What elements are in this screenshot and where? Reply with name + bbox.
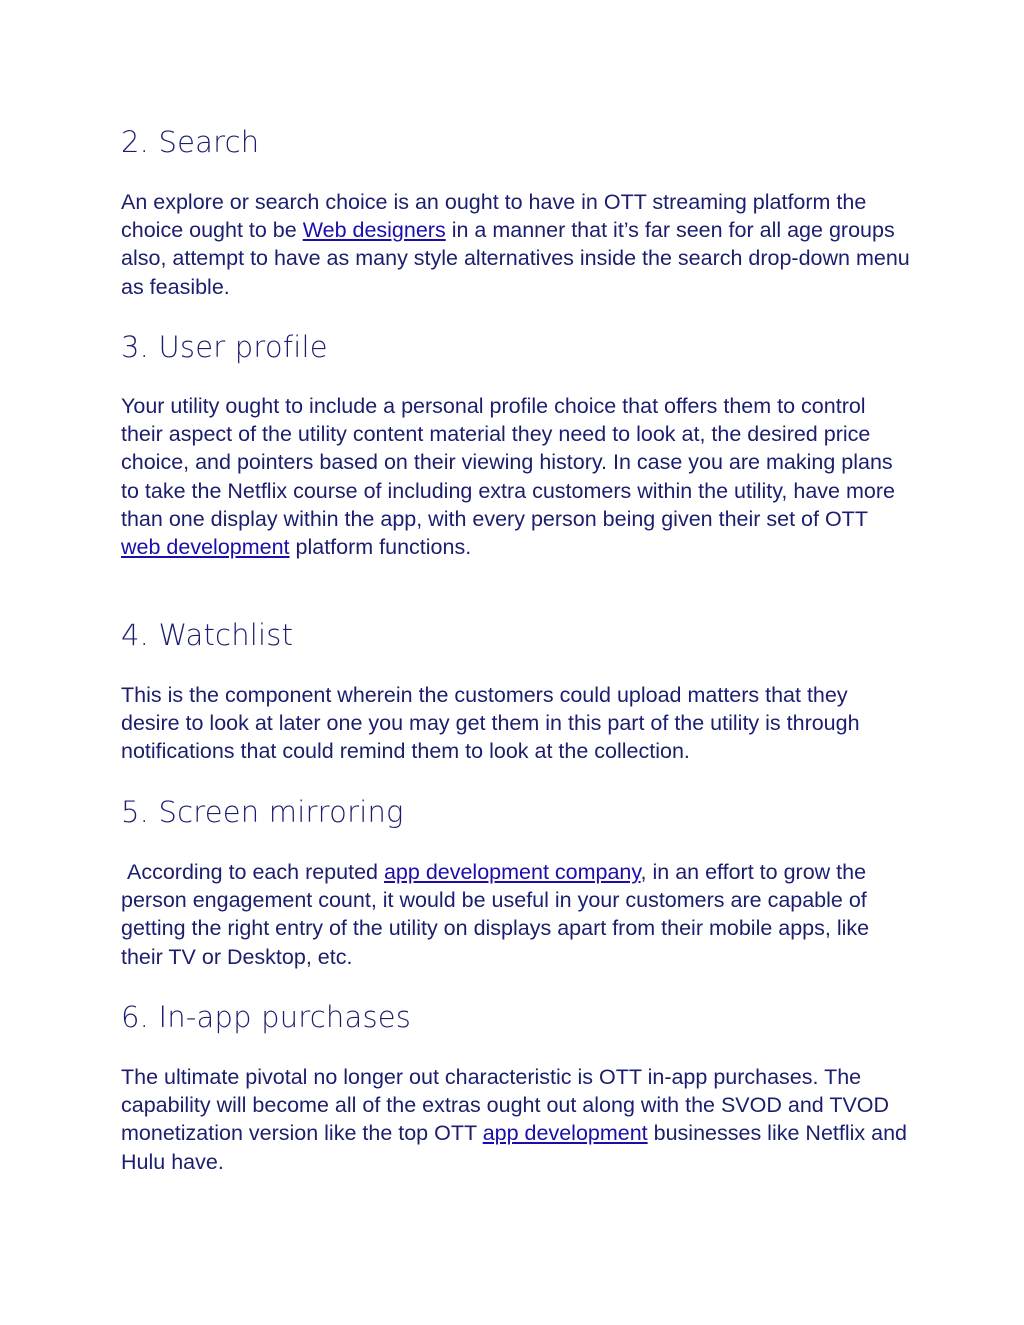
- paragraph-search: [121, 188, 911, 301]
- paragraph-text: Your utility ought to include a personal profile choice that offers them to control their aspect of the utility content material they need to look at, the desired price choice, and pointers based on their viewing history. In case you are making plans to take the Netflix course of including extra customers within the utility, have more than one display within the app, with every person being given their set of OTT: [121, 394, 895, 531]
- paragraph-text: platform functions.: [289, 535, 472, 560]
- heading-screen-mirroring: 5. Screen mirroring: [121, 795, 404, 829]
- web-designers-link[interactable]: Web designers: [302, 218, 446, 243]
- web-development-link[interactable]: web development: [121, 535, 290, 560]
- paragraph-text: businesses like Netflix and Hulu have.: [121, 1121, 907, 1174]
- paragraph-text: The ultimate pivotal no longer out characteristic is OTT in-app purchases. The capability will become all of the extras ought out along with the SVOD and TVOD monetization version like the top OTT: [121, 1065, 890, 1146]
- paragraph-text: , in an effort to grow the person engagement count, it would be useful in your customers are capable of getting the right entry of the utility on displays apart from their mobile apps, like their TV or Desktop, etc.: [121, 860, 876, 969]
- heading-user-profile: 3. User profile: [121, 330, 328, 364]
- paragraph-text: According to each reputed: [121, 860, 384, 884]
- paragraph-watchlist: This is the component wherein the customers could upload matters that they desire to look at later one you may get them in this part of the utility is through notifications that could remind them to look at the collection.: [121, 683, 860, 764]
- paragraph-in-app-purchases: [121, 1063, 911, 1176]
- paragraph-text: An explore or search choice is an ought to have in OTT streaming platform the choice ought to be: [121, 190, 867, 243]
- app-development-company-link[interactable]: app development company: [383, 860, 641, 884]
- app-development-link[interactable]: app development: [482, 1121, 648, 1146]
- paragraph-user-profile: [121, 392, 911, 561]
- heading-search: 2. Search: [121, 125, 260, 159]
- heading-watchlist: 4. Watchlist: [121, 618, 294, 652]
- paragraph-text: in a manner that it’s far seen for all age groups also, attempt to have as many style alternatives inside the search drop-down menu as feasible.: [121, 218, 910, 299]
- paragraph-screen-mirroring: [121, 858, 911, 971]
- heading-in-app-purchases: 6. In-app purchases: [121, 1000, 412, 1034]
